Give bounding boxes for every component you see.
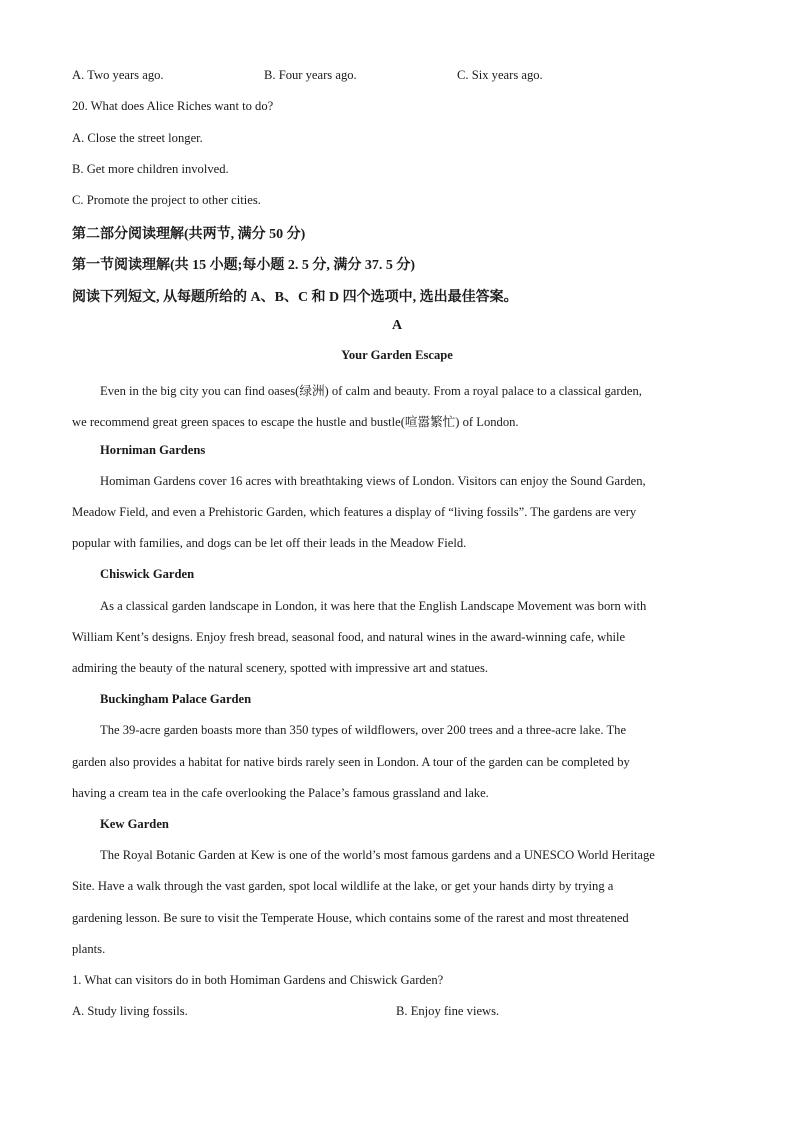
section-heading-horniman: Horniman Gardens <box>100 443 206 457</box>
kew-line-2: Site. Have a walk through the vast garden, spot local wildlife at the lake, or get your hands dirty by trying a <box>72 879 614 893</box>
intro-line-1: Even in the big city you can find oases(绿洲) of calm and beauty. From a royal palace to a classical garden, <box>100 384 642 398</box>
part2-instruction: 阅读下列短文, 从每题所给的 A、B、C 和 D 四个选项中, 选出最佳答案。 <box>72 290 518 305</box>
buckingham-line-1: The 39-acre garden boasts more than 350 types of wildflowers, over 200 trees and a three-acre lake. The <box>100 723 627 737</box>
chiswick-line-1: As a classical garden landscape in London, it was here that the English Landscape Movement was born with <box>100 599 647 613</box>
horniman-line-3: popular with families, and dogs can be let off their leads in the Meadow Field. <box>72 536 467 550</box>
horniman-line-2: Meadow Field, and even a Prehistoric Garden, which features a display of “living fossils”. The gardens are very <box>72 505 637 519</box>
section-heading-kew: Kew Garden <box>100 817 169 831</box>
kew-line-4: plants. <box>72 942 106 956</box>
buckingham-line-3: having a cream tea in the cafe overlooking the Palace’s famous grassland and lake. <box>72 786 489 800</box>
part2-heading: 第二部分阅读理解(共两节, 满分 50 分) <box>72 227 306 242</box>
q20-option-a: A. Close the street longer. <box>72 131 203 145</box>
q20-question: 20. What does Alice Riches want to do? <box>72 99 274 113</box>
intro-line-2: we recommend great green spaces to escape the hustle and bustle(喧嚣繁忙) of London. <box>72 415 519 429</box>
buckingham-line-2: garden also provides a habitat for native birds rarely seen in London. A tour of the garden can be completed by <box>72 755 630 769</box>
passage-letter: A <box>391 318 403 333</box>
q1-option-a: A. Study living fossils. <box>72 1004 188 1018</box>
q1-question: 1. What can visitors do in both Homiman Gardens and Chiswick Garden? <box>72 973 444 987</box>
chiswick-line-2: William Kent’s designs. Enjoy fresh bread, seasonal food, and natural wines in the award-winning cafe, while <box>72 630 626 644</box>
q19-option-b: B. Four years ago. <box>264 68 357 82</box>
q19-option-a: A. Two years ago. <box>72 68 164 82</box>
passage-title: Your Garden Escape <box>341 348 453 362</box>
chiswick-line-3: admiring the beauty of the natural scenery, spotted with impressive art and statues. <box>72 661 489 675</box>
q20-option-c: C. Promote the project to other cities. <box>72 193 261 207</box>
kew-line-1: The Royal Botanic Garden at Kew is one of the world’s most famous gardens and a UNESCO World Heritage <box>100 848 655 862</box>
q19-option-c: C. Six years ago. <box>457 68 543 82</box>
q1-option-b: B. Enjoy fine views. <box>396 1004 500 1018</box>
horniman-line-1: Homiman Gardens cover 16 acres with breathtaking views of London. Visitors can enjoy the Sound Garden, <box>100 474 646 488</box>
q20-option-b: B. Get more children involved. <box>72 162 229 176</box>
section-heading-chiswick: Chiswick Garden <box>100 567 195 581</box>
section-heading-buckingham: Buckingham Palace Garden <box>100 692 252 706</box>
kew-line-3: gardening lesson. Be sure to visit the Temperate House, which contains some of the rarest and most threatened <box>72 911 629 925</box>
part2-section1-heading: 第一节阅读理解(共 15 小题;每小题 2. 5 分, 满分 37. 5 分) <box>72 258 415 273</box>
